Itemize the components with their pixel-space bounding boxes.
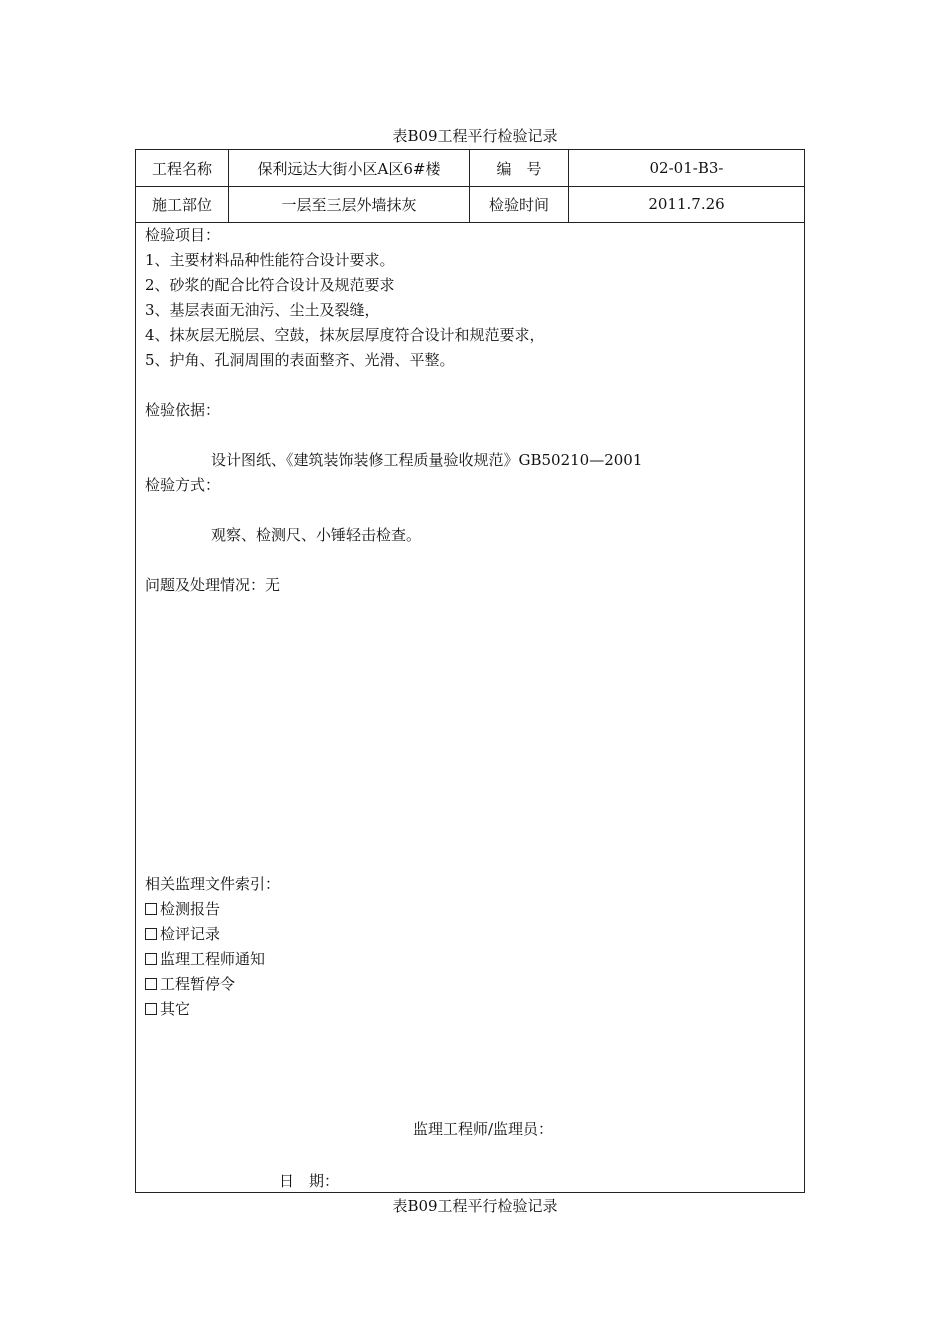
location-label: 施工部位 (136, 186, 229, 222)
checkbox-icon[interactable] (145, 928, 157, 940)
document-title: 表B09工程平行检验记录 (392, 127, 558, 145)
ref-option-evaluation-record[interactable]: 检评记录 (145, 924, 220, 944)
item-4: 4、抹灰层无脱层、空鼓，抹灰层厚度符合设计和规范要求， (145, 326, 545, 344)
document-footer-title: 表B09工程平行检验记录 (392, 1197, 558, 1215)
item-1: 1、主要材料品种性能符合设计要求。 (145, 251, 395, 269)
method-text: 观察、检测尺、小锤轻击检查。 (211, 526, 422, 544)
location-value: 一层至三层外墙抹灰 (229, 186, 470, 222)
ref-option-engineer-notice[interactable]: 监理工程师通知 (145, 949, 265, 969)
header-row-1 (136, 150, 804, 187)
item-3: 3、基层表面无油污、尘土及裂缝， (145, 301, 380, 319)
inspect-time-label: 检验时间 (470, 186, 569, 222)
method-heading: 检验方式： (145, 476, 221, 494)
checkbox-icon[interactable] (145, 978, 157, 990)
ref-option-stop-order[interactable]: 工程暂停令 (145, 974, 235, 994)
project-name-value: 保利远达大街小区A区6#楼 (229, 150, 470, 186)
date-label: 日 期： (279, 1172, 340, 1190)
inspect-time-value: 2011.7.26 (648, 195, 725, 213)
number-value: 02-01-B3- (649, 159, 724, 177)
checkbox-icon[interactable] (145, 1003, 157, 1015)
basis-text: 设计图纸、《建筑装饰装修工程质量验收规范》GB50210—2001 (211, 451, 643, 469)
supervisor-signature-label: 监理工程师/监理员： (413, 1120, 554, 1138)
issues-text: 问题及处理情况：无 (145, 576, 281, 594)
checkbox-icon[interactable] (145, 953, 157, 965)
ref-option-other[interactable]: 其它 (145, 999, 190, 1019)
header-row-2 (136, 186, 804, 223)
ref-option-test-report[interactable]: 检测报告 (145, 899, 220, 919)
project-name-label: 工程名称 (136, 150, 229, 186)
item-2: 2、砂浆的配合比符合设计及规范要求 (145, 276, 395, 294)
items-heading: 检验项目： (145, 226, 221, 244)
basis-heading: 检验依据： (145, 401, 221, 419)
inspection-form (135, 149, 805, 1193)
item-5: 5、护角、孔洞周围的表面整齐、光滑、平整。 (145, 351, 455, 369)
refs-heading: 相关监理文件索引： (145, 875, 281, 893)
checkbox-icon[interactable] (145, 903, 157, 915)
number-label: 编 号 (470, 150, 569, 186)
